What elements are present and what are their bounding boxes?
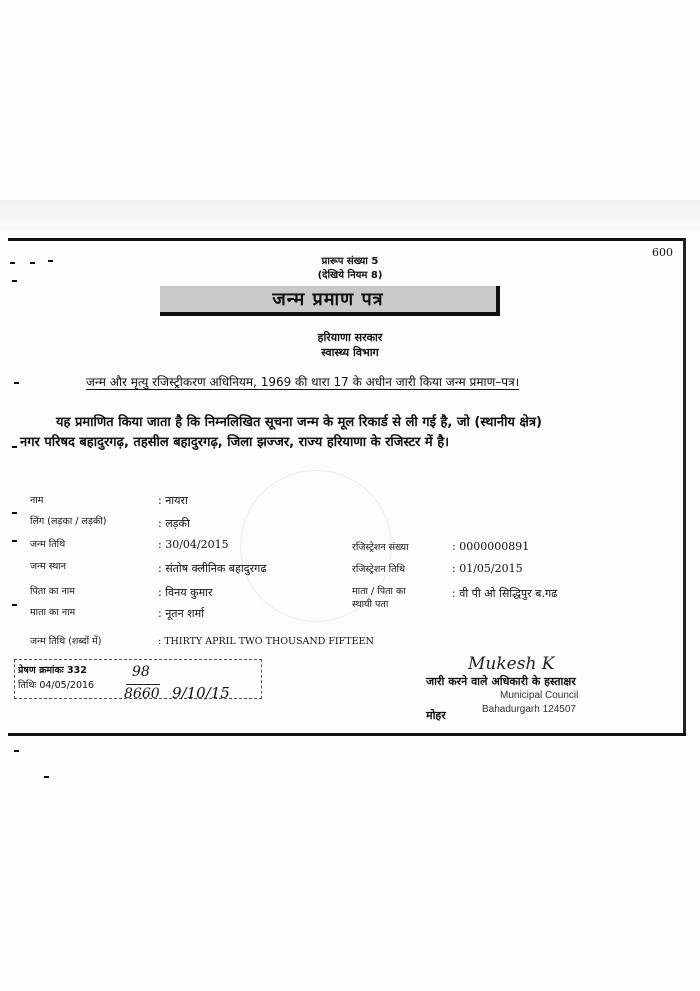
- dob-label: जन्म तिथि: [30, 539, 66, 550]
- mother-label: माता का नाम: [30, 607, 76, 618]
- reg-number-label: रजिस्ट्रेशन संख्या: [352, 542, 409, 553]
- birthplace-value: : संतोष क्लीनिक बहादुरगढ: [158, 562, 267, 575]
- certificate-bottom-border: [8, 733, 686, 736]
- dispatch-number: प्रेषण क्रमांकः 332: [18, 665, 87, 676]
- scan-mark: [12, 512, 17, 514]
- seal-label: मोहर: [426, 709, 446, 722]
- scan-mark: [12, 604, 17, 606]
- handwritten-number-bottom: 8660: [124, 686, 160, 702]
- act-reference: [86, 373, 519, 390]
- gender-value: : लड़की: [158, 517, 190, 530]
- name-value: : नायरा: [158, 494, 188, 507]
- name-label: नाम: [30, 495, 44, 506]
- form-number: प्रारूप संख्या 5: [321, 256, 379, 267]
- reg-date-label: रजिस्ट्रेशन तिथि: [352, 564, 406, 575]
- reg-date-value: : 01/05/2015: [452, 562, 523, 575]
- dob-words-label: जन्म तिथि (शब्दों में): [30, 636, 102, 647]
- reg-number-value: : 0000000891: [452, 540, 530, 553]
- certificate-top-border: [8, 238, 686, 241]
- father-label: पिता का नाम: [30, 586, 75, 597]
- handwritten-date: 9/10/15: [172, 684, 230, 702]
- scan-shadow: [0, 200, 700, 230]
- father-value: : विनय कुमार: [158, 586, 213, 599]
- stamp-council: Municipal Council: [500, 690, 579, 701]
- stamp-place: Bahadurgarh 124507: [482, 704, 576, 715]
- government-name: हरियाणा सरकार: [317, 331, 383, 344]
- certificate-title: जन्म प्रमाण पत्र: [160, 286, 500, 316]
- address-label-line1: माता / पिता का: [352, 586, 406, 597]
- scan-mark: [12, 446, 17, 448]
- mother-value: : नूतन शर्मा: [158, 607, 205, 620]
- scan-mark: [14, 750, 19, 752]
- page-number: 600: [652, 246, 673, 259]
- act-text: जन्म और मृत्यु रजिस्ट्रीकरण अधिनियम, 1969 की धारा 17 के अधीन जारी किया जन्म प्रमाण–पत्र।: [86, 375, 520, 389]
- birthplace-label: जन्म स्थान: [30, 561, 67, 572]
- certify-line-2: नगर परिषद बहादुरगढ़, तहसील बहादुरगढ़, जिला झज्जर, राज्य हरियाणा के रजिस्टर में है।: [20, 435, 450, 450]
- certify-line-1: यह प्रमाणित किया जाता है कि निम्नलिखित सूचना जन्म के मूल रिकार्ड से ली गई है, जो (स्थानीय क्षेत्र): [56, 415, 542, 430]
- dob-value: : 30/04/2015: [158, 538, 229, 551]
- issuer-signature: Mukesh K: [468, 654, 555, 674]
- rule-reference: (देखिये नियम 8): [317, 270, 383, 281]
- address-label-line2: स्थायी पता: [352, 599, 389, 610]
- scan-mark: [14, 382, 19, 384]
- issuer-signature-label: जारी करने वाले अधिकारी के हस्ताक्षर: [426, 675, 576, 688]
- handwritten-fraction-line: [126, 684, 160, 685]
- certificate-right-border: [683, 238, 686, 736]
- dob-words-value: : THIRTY APRIL TWO THOUSAND FIFTEEN: [158, 636, 374, 647]
- handwritten-number-top: 98: [132, 664, 150, 680]
- dispatch-date: तिथिः 04/05/2016: [18, 680, 95, 691]
- address-value: : वी पी ओ सिद्धिपुर ब.गढ: [452, 587, 558, 600]
- scan-mark: [12, 540, 17, 542]
- department-name: स्वास्थ्य विभाग: [321, 346, 379, 359]
- scan-mark: [44, 776, 49, 778]
- gender-label: लिंग (लड़का / लड़की): [30, 516, 107, 527]
